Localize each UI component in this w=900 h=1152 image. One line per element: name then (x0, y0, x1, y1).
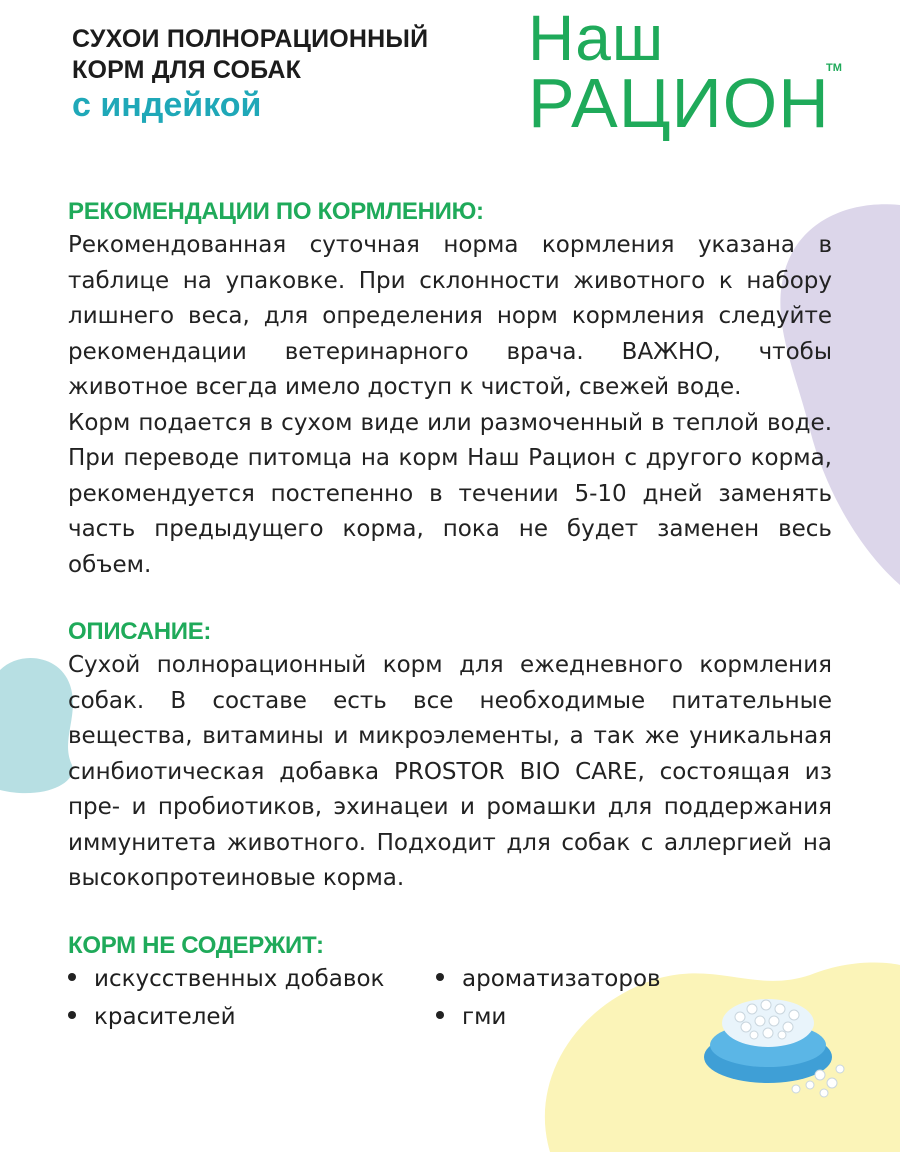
food-bowl-icon (700, 985, 860, 1105)
title-line-2: КОРМ ДЛЯ СОБАК (72, 55, 302, 84)
title-line-1: СУХОИ ПОЛНОРАЦИОННЫЙ (72, 25, 429, 53)
not-contain-section (68, 932, 832, 962)
description-heading: ОПИСАНИЕ: (68, 618, 212, 645)
list-item: красителей (68, 1004, 236, 1030)
product-title (72, 24, 428, 126)
recommendations-paragraph-2: Корм подается в сухом виде или размоченный в теплой воде. При переводе питомца на корм Наш Рацион с другого корма, рекомендуется постепенно в течении 5-10 дней заменять часть предыдущего корма, пока не будет заменен весь объем. (68, 409, 832, 578)
bullet-icon (68, 1011, 76, 1019)
bullet-icon (68, 973, 76, 981)
recommendations-paragraph-1: Рекомендованная суточная норма кормления указана в таблице на упаковке. При склонности животного к набору лишнего веса, для определения норм кормления следуйте рекомендации ветеринарного врача. ВАЖНО, чтобы животное всегда имело доступ к чистой, свежей воде. (68, 232, 832, 400)
list-item: ароматизаторов (436, 966, 661, 992)
not-contain-heading: КОРМ НЕ СОДЕРЖИТ: (68, 932, 324, 959)
description-section (68, 618, 832, 897)
logo-top: Наш (528, 2, 665, 74)
brand-logo (528, 2, 842, 142)
recommendations-heading: РЕКОМЕНДАЦИИ ПО КОРМЛЕНИЮ: (68, 198, 484, 225)
list-item: искусственных добавок (68, 966, 384, 992)
description-text: Сухой полнорационный корм для ежедневного кормления собак. В составе есть все необходимые питательные вещества, витамины и микроэлементы, а так же уникальная синбиотическая добавка PROSTOR BIO CARE, состоящая из пре- и пробиотиков, эхинацеи и ромашки для поддержания иммунитета животного. Подходит для собак с аллергией на высокопротеиновые корма. (68, 652, 832, 891)
bullet-icon (436, 973, 444, 981)
list-item: гми (436, 1004, 506, 1030)
title-flavor: с индейкой (72, 86, 262, 124)
logo-bottom: РАЦИОН (528, 64, 830, 142)
recommendations-section (68, 198, 832, 583)
bullet-icon (436, 1011, 444, 1019)
trademark-mark: TM (826, 62, 842, 74)
